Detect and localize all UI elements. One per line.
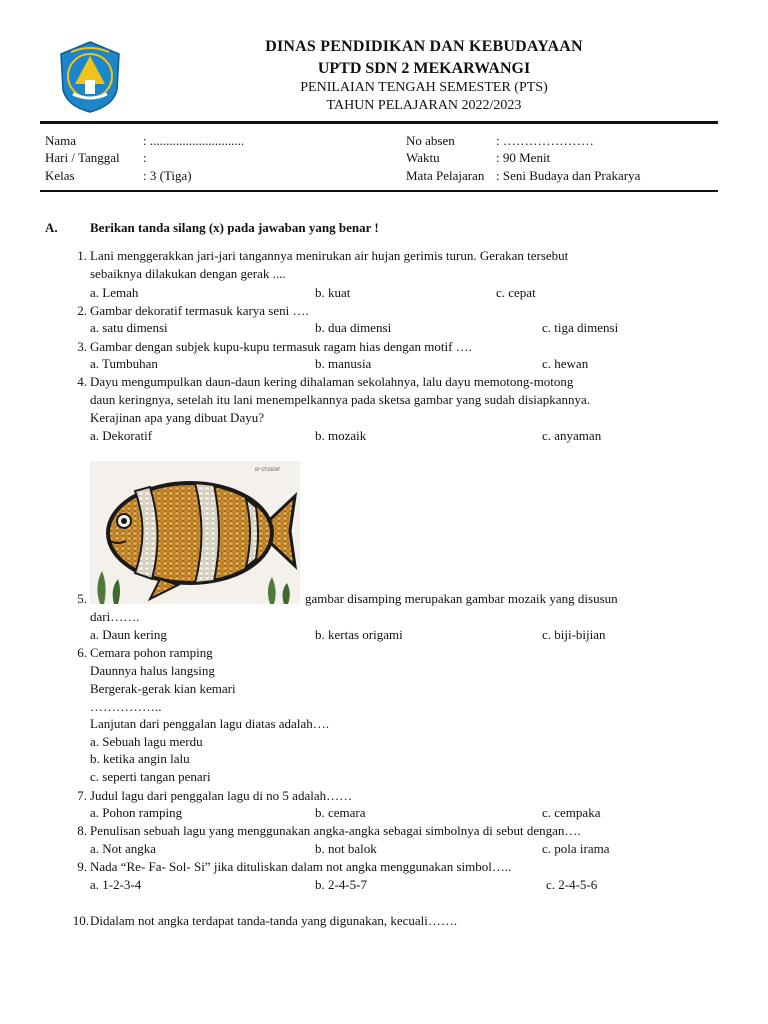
question-text: …………….. [90, 699, 162, 714]
q2-option-c[interactable]: c. tiga dimensi [542, 320, 619, 335]
question-number: 4. [77, 374, 87, 389]
question-text: Lanjutan dari penggalan lagu diatas adalah…. [90, 716, 329, 731]
academic-year: TAHUN PELAJARAN 2022/2023 [326, 98, 522, 113]
q4-option-b[interactable]: b. mozaik [315, 428, 367, 443]
q1-option-b[interactable]: b. kuat [315, 285, 351, 300]
q3-option-a[interactable]: a. Tumbuhan [90, 356, 158, 371]
question-number: 7. [77, 788, 87, 803]
q6-option-a[interactable]: a. Sebuah lagu merdu [90, 734, 203, 749]
waktu-value: : 90 Menit [496, 150, 551, 165]
exam-title: PENILAIAN TENGAH SEMESTER (PTS) [300, 80, 548, 95]
q2-option-b[interactable]: b. dua dimensi [315, 320, 392, 335]
question-number: 6. [77, 645, 87, 660]
q1-option-c[interactable]: c. cepat [496, 285, 536, 300]
question-text: dari……. [90, 609, 140, 624]
q5-option-c[interactable]: c. biji-bijian [542, 627, 606, 642]
q3-option-c[interactable]: c. hewan [542, 356, 589, 371]
q7-option-c[interactable]: c. cempaka [542, 805, 601, 820]
q9-option-a[interactable]: a. 1-2-3-4 [90, 877, 142, 892]
q9-option-b[interactable]: b. 2-4-5-7 [315, 877, 367, 892]
fish-mosaic-image [90, 461, 300, 604]
svg-text:BY STUDENT: BY STUDENT [255, 467, 281, 472]
q6-option-b[interactable]: b. ketika angin lalu [90, 751, 190, 766]
absen-field[interactable]: : ………………… [496, 133, 594, 148]
question-number: 2. [77, 303, 87, 318]
q8-option-b[interactable]: b. not balok [315, 841, 377, 856]
header-line-1: DINAS PENDIDIKAN DAN KEBUDAYAAN [265, 38, 583, 55]
question-text: daun keringnya, setelah itu lani menempelkannya pada sketsa gambar yang sudah disiapkannya. [90, 392, 590, 407]
question-number: 10. [72, 913, 89, 928]
nama-label: Nama [45, 133, 77, 148]
waktu-label: Waktu [406, 150, 440, 165]
section-instruction: Berikan tanda silang (x) pada jawaban yang benar ! [90, 220, 379, 235]
q1-option-a[interactable]: a. Lemah [90, 285, 139, 300]
nama-field[interactable]: : ............................. [143, 133, 245, 148]
q4-option-c[interactable]: c. anyaman [542, 428, 602, 443]
hari-field[interactable]: : [143, 150, 147, 165]
identity-divider [40, 190, 718, 192]
q5-option-a[interactable]: a. Daun kering [90, 627, 167, 642]
question-text: sebaiknya dilakukan dengan gerak .... [90, 266, 286, 281]
q9-option-c[interactable]: c. 2-4-5-6 [546, 877, 598, 892]
question-text: Bergerak-gerak kian kemari [90, 681, 236, 696]
q8-option-a[interactable]: a. Not angka [90, 841, 157, 856]
question-text: Dayu mengumpulkan daun-daun kering dihalaman sekolahnya, lalu dayu memotong-motong [90, 374, 574, 389]
q6-option-c[interactable]: c. seperti tangan penari [90, 769, 211, 784]
kelas-label: Kelas [45, 168, 75, 183]
q7-option-b[interactable]: b. cemara [315, 805, 366, 820]
question-text: Kerajinan apa yang dibuat Dayu? [90, 410, 264, 425]
q7-option-a[interactable]: a. Pohon ramping [90, 805, 183, 820]
question-text: Gambar dekoratif termasuk karya seni …. [90, 303, 309, 318]
kelas-value: : 3 (Tiga) [143, 168, 192, 183]
question-text: Cemara pohon ramping [90, 645, 213, 660]
q3-option-b[interactable]: b. manusia [315, 356, 372, 371]
school-name: UPTD SDN 2 MEKARWANGI [317, 60, 531, 77]
question-number: 3. [77, 339, 87, 354]
section-letter: A. [45, 220, 58, 235]
hari-label: Hari / Tanggal [45, 150, 120, 165]
question-text: Gambar dengan subjek kupu-kupu termasuk ragam hias dengan motif …. [90, 339, 472, 354]
question-text: Didalam not angka terdapat tanda-tanda yang digunakan, kecuali……. [90, 913, 458, 928]
question-text: Lani menggerakkan jari-jari tangannya menirukan air hujan gerimis turun. Gerakan tersebut [90, 248, 569, 263]
question-number: 9. [77, 859, 87, 874]
header-divider [40, 121, 718, 124]
question-text: Nada “Re- Fa- Sol- Si” jika dituliskan dalam not angka menggunakan simbol….. [90, 859, 512, 874]
q2-option-a[interactable]: a. satu dimensi [90, 320, 168, 335]
question-text: Judul lagu dari penggalan lagu di no 5 adalah…… [90, 788, 353, 803]
question-number: 1. [77, 248, 87, 263]
question-text: Daunnya halus langsing [90, 663, 215, 678]
q8-option-c[interactable]: c. pola irama [542, 841, 610, 856]
absen-label: No absen [406, 133, 455, 148]
mapel-label: Mata Pelajaran [406, 168, 485, 183]
question-number: 5. [77, 591, 87, 606]
question-text: Penulisan sebuah lagu yang menggunakan angka-angka sebagai simbolnya di sebut dengan…. [90, 823, 581, 838]
question-number: 8. [77, 823, 87, 838]
question-text: gambar disamping merupakan gambar mozaik yang disusun [305, 591, 618, 606]
mapel-value: : Seni Budaya dan Prakarya [496, 168, 641, 183]
q4-option-a[interactable]: a. Dekoratif [90, 428, 153, 443]
q5-option-b[interactable]: b. kertas origami [315, 627, 403, 642]
